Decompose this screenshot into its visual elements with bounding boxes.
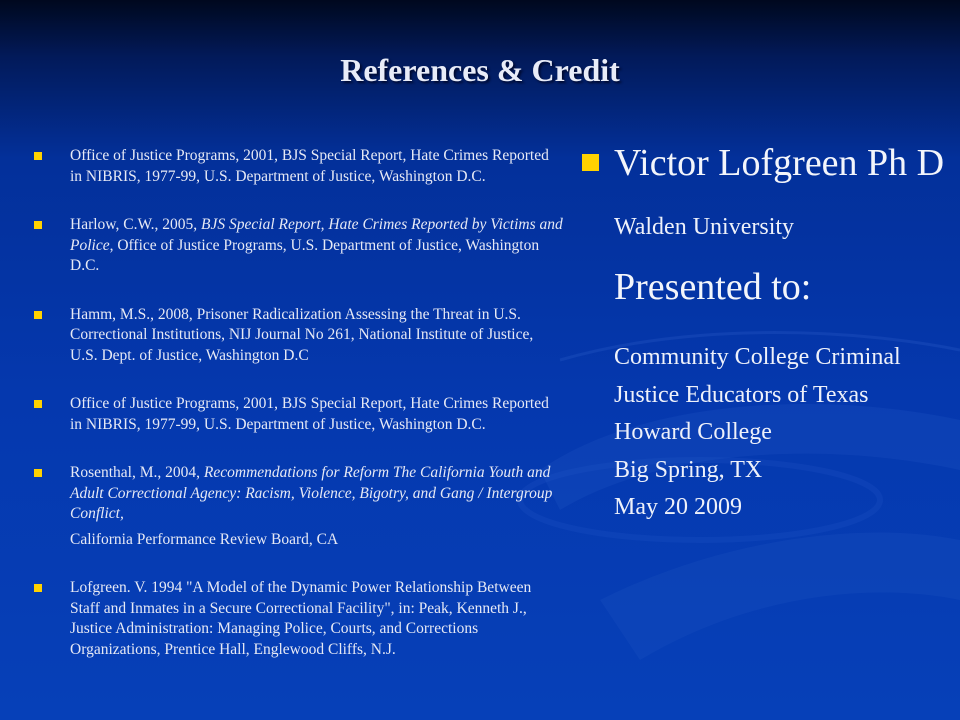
audience-line: Howard College (614, 419, 772, 445)
reference-text: Rosenthal, M., 2004, (70, 464, 204, 481)
square-bullet-icon (34, 584, 42, 592)
presenter-name-item (578, 138, 948, 188)
reference-item (32, 578, 564, 660)
reference-text: Office of Justice Programs, 2001, BJS Special Report, Hate Crimes Reported in NIBRIS, 1977-99, U.S. Department of Justice, Washington D.C. (70, 147, 549, 185)
square-bullet-icon (34, 400, 42, 408)
references-list (32, 146, 564, 688)
reference-text: Recommendations for Reform The California Youth and Adult Correctional Agency: Racism, Violence, Bigotry, and Gang / Intergroup Conflict, (70, 464, 553, 522)
square-bullet-icon (34, 311, 42, 319)
reference-text: Office of Justice Programs, 2001, BJS Special Report, Hate Crimes Reported in NIBRIS, 1977-99, U.S. Department of Justice, Washington D.C. (70, 395, 549, 433)
reference-text: Harlow, C.W., 2005, (70, 216, 202, 233)
reference-item (32, 394, 564, 435)
square-bullet-icon (34, 152, 42, 160)
presented-heading: Presented to: (614, 266, 812, 308)
reference-item (32, 463, 564, 550)
audience-line: May 20 2009 (614, 494, 742, 520)
reference-text: , Office of Justice Programs, U.S. Department of Justice, Washington D.C. (70, 236, 540, 274)
reference-text: BJS Special Report, Hate Crimes Reported by Victims and Police (70, 216, 563, 254)
reference-extra-line: California Performance Review Board, CA (70, 530, 339, 548)
audience-line: Community College Criminal Justice Educators of Texas (614, 344, 901, 408)
reference-item (32, 305, 564, 367)
audience-line: Big Spring, TX (614, 456, 763, 483)
reference-item (32, 215, 564, 277)
presenter-name: Victor Lofgreen Ph D (614, 142, 945, 184)
square-bullet-icon (582, 154, 599, 171)
slide-title: References & Credit (340, 52, 620, 88)
reference-item (32, 146, 564, 187)
audience-block (578, 339, 948, 527)
square-bullet-icon (34, 221, 42, 229)
square-bullet-icon (34, 469, 42, 477)
reference-text: Lofgreen. V. 1994 "A Model of the Dynamic Power Relationship Between Staff and Inmates in a Secure Correctional Facility", in: Peak, Kenneth J., Justice Administration: Managing Police, Courts, and Corrections Organizations, Prentice Hall, Englewood Cliffs, N.J. (70, 579, 532, 658)
credit-panel (578, 138, 948, 527)
reference-text: Hamm, M.S., 2008, Prisoner Radicalization Assessing the Threat in U.S. Correctional Institutions, NIJ Journal No 261, National Institute of Justice, U.S. Dept. of Justice, Washington D.C (70, 305, 534, 364)
university-name: Walden University (614, 214, 795, 240)
